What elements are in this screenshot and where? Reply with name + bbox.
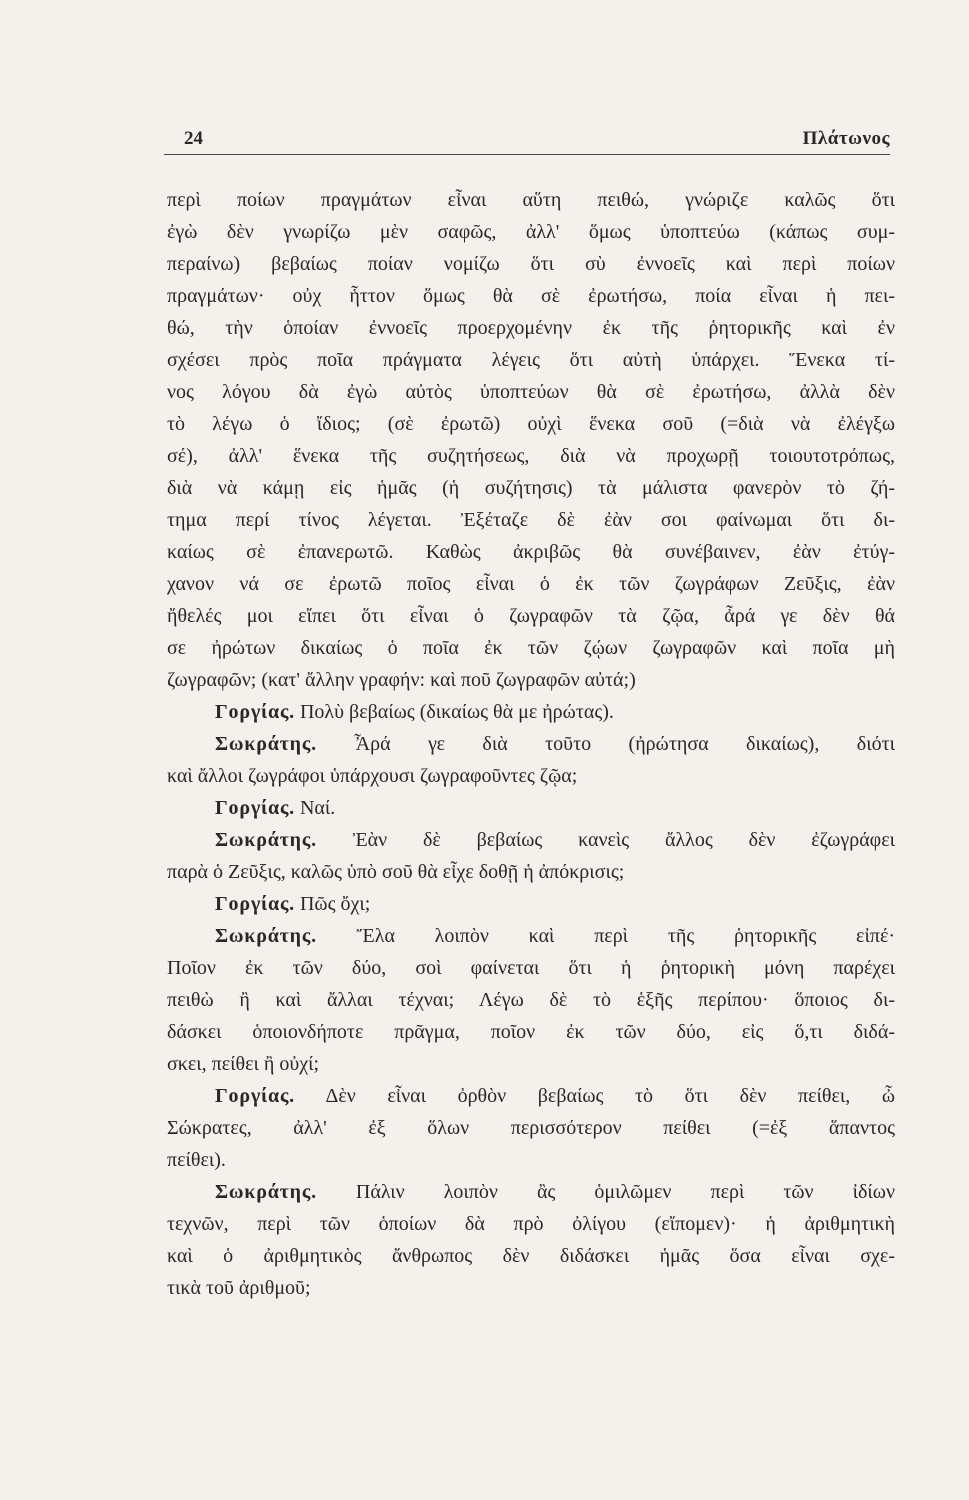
text-line xyxy=(167,536,895,568)
page-header xyxy=(164,128,890,155)
text-line xyxy=(167,312,895,344)
text-line xyxy=(167,856,895,888)
line-text: σε ἠρώτων δικαίως ὁ ποῖα ἐκ τῶν ζῴων ζωγραφῶν καὶ ποῖα μὴ xyxy=(167,637,895,659)
line-text: Ἔλα λοιπὸν καὶ περὶ τῆς ῥητορικῆς εἰπέ· xyxy=(356,925,895,947)
line-text: καίως σὲ ἐπανερωτῶ. Καθὼς ἀκριβῶς θὰ συνέβαινεν, ἐὰν ἐτύγ- xyxy=(167,541,895,563)
line-text: ζωγραφῶν; (κατ' ἄλλην γραφήν: καὶ ποῦ ζωγραφῶν αὐτά;) xyxy=(167,669,636,691)
line-text: πείθει). xyxy=(167,1149,226,1171)
line-text: καὶ ἄλλοι ζωγράφοι ὑπάρχουσι ζωγραφοῦντες ζῷα; xyxy=(167,765,578,787)
text-line xyxy=(167,472,895,504)
text-line xyxy=(167,1272,895,1304)
dialogue-line xyxy=(167,888,895,920)
text-line xyxy=(167,984,895,1016)
dialogue-line xyxy=(167,728,895,760)
speaker-name: Γοργίας. xyxy=(215,893,295,915)
dialogue-line xyxy=(167,920,895,952)
speaker-name: Σωκράτης. xyxy=(215,829,317,851)
line-text: καὶ ὁ ἀριθμητικὸς ἄνθρωπος δὲν διδάσκει ἡμᾶς ὅσα εἶναι σχε- xyxy=(167,1245,895,1267)
text-line xyxy=(167,1240,895,1272)
text-line xyxy=(167,568,895,600)
text-line xyxy=(167,504,895,536)
speaker-name: Σωκράτης. xyxy=(215,925,317,947)
dialogue-line xyxy=(167,696,895,728)
text-line xyxy=(167,1208,895,1240)
line-text: τὸ λέγω ὁ ἴδιος; (σὲ ἐρωτῶ) οὐχὶ ἕνεκα σοῦ (=διὰ νὰ ἐλέγξω xyxy=(167,413,895,435)
dialogue-line xyxy=(167,1080,895,1112)
line-text: τημα περί τίνος λέγεται. Ἐξέταζε δὲ ἐὰν σοι φαίνωμαι ὅτι δι- xyxy=(167,509,895,531)
text-line xyxy=(167,600,895,632)
speaker-name: Σωκράτης. xyxy=(215,1181,317,1203)
dialogue-line xyxy=(167,824,895,856)
line-text: Σώκρατες, ἀλλ' ἐξ ὅλων περισσότερον πείθει (=ἐξ ἅπαντος xyxy=(167,1117,895,1139)
text-line xyxy=(167,440,895,472)
text-line xyxy=(167,408,895,440)
text-line xyxy=(167,216,895,248)
line-text: Ἐὰν δὲ βεβαίως κανεὶς ἄλλος δὲν ἐζωγράφει xyxy=(352,829,895,851)
line-text: Δὲν εἶναι ὀρθὸν βεβαίως τὸ ὅτι δὲν πείθει, ὦ xyxy=(325,1085,895,1107)
body-text xyxy=(167,184,895,1304)
line-text: Ναί. xyxy=(299,797,336,819)
line-text: ἤθελές μοι εἴπει ὅτι εἶναι ὁ ζωγραφῶν τὰ ζῷα, ἆρά γε δὲν θά xyxy=(167,605,895,627)
speaker-name: Σωκράτης. xyxy=(215,733,317,755)
text-line xyxy=(167,376,895,408)
text-line xyxy=(167,1048,895,1080)
running-head: Πλάτωνος xyxy=(802,128,890,149)
text-line xyxy=(167,1112,895,1144)
line-text: ἐγὼ δὲν γνωρίζω μὲν σαφῶς, ἀλλ' ὅμως ὑποπτεύω (κάπως συμ- xyxy=(167,221,895,243)
text-line xyxy=(167,344,895,376)
text-line xyxy=(167,1144,895,1176)
line-text: νος λόγου δὰ ἐγὼ αὐτὸς ὑποπτεύων θὰ σὲ ἐρωτήσω, ἀλλὰ δὲν xyxy=(167,381,895,403)
line-text: Πῶς ὄχι; xyxy=(299,893,371,915)
page-number: 24 xyxy=(184,128,203,149)
line-text: σέ), ἀλλ' ἕνεκα τῆς συζητήσεως, διὰ νὰ προχωρῇ τοιουτοτρόπως, xyxy=(167,445,895,467)
text-line xyxy=(167,1016,895,1048)
line-text: σκει, πείθει ἢ οὐχί; xyxy=(167,1053,320,1075)
dialogue-line xyxy=(167,792,895,824)
text-line xyxy=(167,952,895,984)
line-text: Ἆρά γε διὰ τοῦτο (ἠρώτησα δικαίως), διότι xyxy=(354,733,895,755)
text-line xyxy=(167,632,895,664)
line-text: τεχνῶν, περὶ τῶν ὁποίων δὰ πρὸ ὀλίγου (εἴπομεν)· ἡ ἀριθμητικὴ xyxy=(167,1213,895,1235)
speaker-name: Γοργίας. xyxy=(215,701,295,723)
speaker-name: Γοργίας. xyxy=(215,797,295,819)
line-text: σχέσει πρὸς ποῖα πράγματα λέγεις ὅτι αὐτὴ ὑπάρχει. Ἕνεκα τί- xyxy=(167,349,895,371)
text-line xyxy=(167,280,895,312)
line-text: χανον νά σε ἐρωτῶ ποῖος εἶναι ὁ ἐκ τῶν ζωγράφων Ζεῦξις, ἐὰν xyxy=(167,573,895,595)
speaker-name: Γοργίας. xyxy=(215,1085,295,1107)
line-text: Ποῖον ἐκ τῶν δύο, σοὶ φαίνεται ὅτι ἡ ῥητορικὴ μόνη παρέχει xyxy=(167,957,895,979)
text-line xyxy=(167,760,895,792)
line-text: περὶ ποίων πραγμάτων εἶναι αὕτη πειθώ, γνώριζε καλῶς ὅτι xyxy=(167,189,895,211)
text-line xyxy=(167,184,895,216)
text-line xyxy=(167,664,895,696)
line-text: Πάλιν λοιπὸν ἂς ὁμιλῶμεν περὶ τῶν ἰδίων xyxy=(355,1181,895,1203)
dialogue-line xyxy=(167,1176,895,1208)
line-text: θώ, τὴν ὁποίαν ἐννοεῖς προερχομένην ἐκ τῆς ῥητορικῆς καὶ ἐν xyxy=(167,317,895,339)
line-text: τικὰ τοῦ ἀριθμοῦ; xyxy=(167,1277,311,1299)
line-text: πειθὼ ἢ καὶ ἄλλαι τέχναι; Λέγω δὲ τὸ ἑξῆς περίπου· ὅποιος δι- xyxy=(167,989,895,1011)
line-text: διὰ νὰ κάμῃ εἰς ἡμᾶς (ἡ συζήτησις) τὰ μάλιστα φανερὸν τὸ ζή- xyxy=(167,477,895,499)
text-line xyxy=(167,248,895,280)
line-text: περαίνω) βεβαίως ποίαν νομίζω ὅτι σὺ ἐννοεῖς καὶ περὶ ποίων xyxy=(167,253,895,275)
line-text: Πολὺ βεβαίως (δικαίως θὰ με ἠρώτας). xyxy=(299,701,614,723)
line-text: πραγμάτων· οὐχ ἧττον ὅμως θὰ σὲ ἐρωτήσω, ποία εἶναι ἡ πει- xyxy=(167,285,895,307)
line-text: παρὰ ὁ Ζεῦξις, καλῶς ὑπὸ σοῦ θὰ εἶχε δοθῇ ἡ ἀπόκρισις; xyxy=(167,861,625,883)
line-text: δάσκει ὁποιονδήποτε πρᾶγμα, ποῖον ἐκ τῶν δύο, εἰς ὅ,τι διδά- xyxy=(167,1021,895,1043)
